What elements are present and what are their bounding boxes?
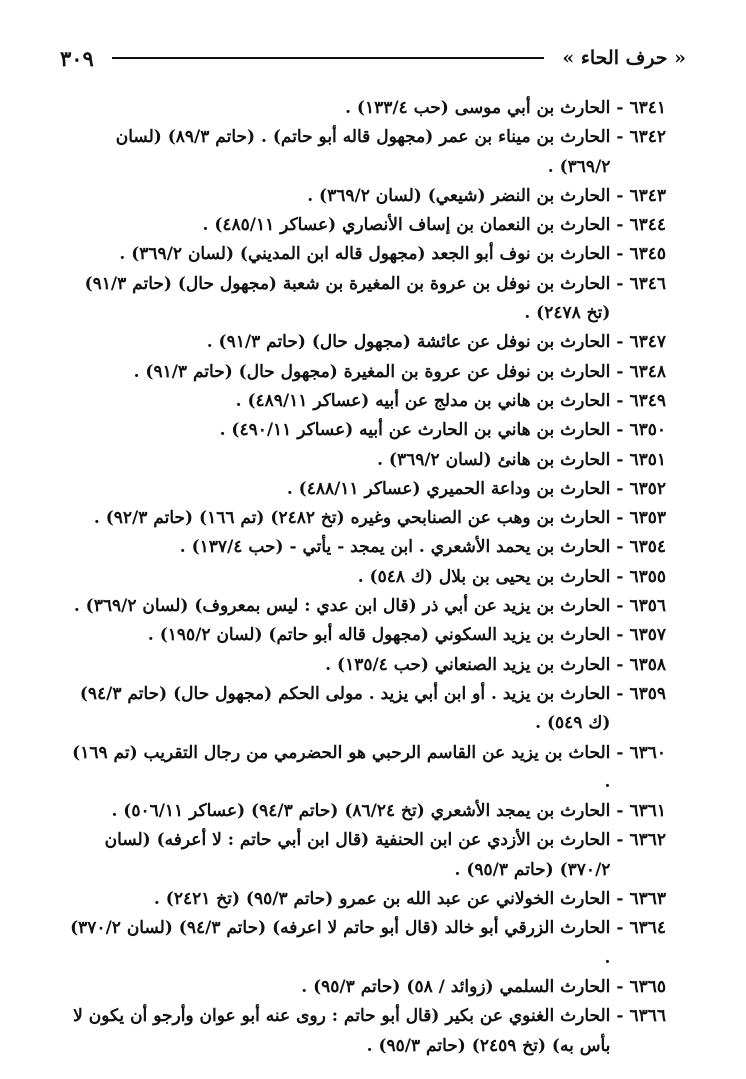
entry-row — [66, 739, 666, 798]
entry-row — [66, 592, 666, 621]
entry-dash: - — [616, 976, 624, 997]
entry-text: الحارث الخولاني عن عبد الله بن عمرو (حاتم ٩٥/٣) (تخ ٢٤٢١) . — [153, 889, 611, 910]
entry-text: الحارث بن هاني بن الحارث عن أبيه (عساكر ٤٩٠/١١) . — [219, 420, 611, 441]
entry-row — [66, 446, 666, 475]
entry-dash: - — [616, 185, 624, 206]
entry-dash: - — [616, 390, 624, 411]
entry-number: ٦٣٦٤ — [629, 918, 666, 939]
entry-dash: - — [616, 566, 624, 587]
entry-dash: - — [616, 801, 624, 822]
entry-text: الحارث بن يمجد الأشعري (تخ ٨٦/٢٤) (حاتم ٩٤/٣) (عساكر ٥٠٦/١١) . — [111, 801, 611, 822]
entry-row — [66, 885, 666, 914]
entry-row — [66, 358, 666, 387]
entry-row — [66, 651, 666, 680]
entry-row — [66, 973, 666, 1002]
entry-text: الحارث بن النضر (شيعي) (لسان ٣٦٩/٢) . — [307, 185, 611, 206]
entry-dash: - — [616, 1006, 624, 1027]
entry-dash: - — [616, 215, 624, 236]
entry-row — [66, 387, 666, 416]
entry-text: الحارث بن نوفل عن عروة بن المغيرة (مجهول حال) (حاتم ٩١/٣) . — [133, 361, 611, 382]
entry-dash: - — [616, 830, 624, 851]
section-title: « حرف الحاء » — [562, 47, 686, 69]
entry-text: الحارث بن نوفل عن عائشة (مجهول حال) (حاتم ٩١/٣) . — [206, 332, 611, 353]
entry-dash: - — [616, 537, 624, 558]
entry-number: ٦٣٦٦ — [629, 1006, 666, 1027]
entry-dash: - — [616, 508, 624, 529]
entry-row — [66, 240, 666, 269]
entry-text: الحارث بن وهب عن الصنابحي وغيره (تخ ٢٤٨٢) (تم ١٦٦) (حاتم ٩٢/٣) . — [93, 508, 611, 529]
entry-number: ٦٣٥٩ — [629, 683, 666, 704]
entry-text: الحارث بن هانئ (لسان ٣٦٩/٢) . — [377, 449, 611, 470]
entry-number: ٦٣٥٥ — [629, 566, 666, 587]
entry-number: ٦٣٦٠ — [629, 742, 666, 763]
entry-row — [66, 475, 666, 504]
entry-dash: - — [616, 449, 624, 470]
entry-number: ٦٣٥٣ — [629, 508, 666, 529]
entry-dash: - — [616, 596, 624, 617]
entry-text: الحارث بن يحمد الأشعري . ابن يمجد - يأتي - (حب ١٣٧/٤) . — [179, 537, 611, 558]
entry-row — [66, 328, 666, 357]
entry-text: الحارث بن أبي موسى (حب ١٣٣/٤) . — [345, 98, 611, 118]
entry-row — [66, 563, 666, 592]
entry-dash: - — [616, 420, 624, 441]
entry-text: الحارث بن ميناء بن عمر (مجهول قاله أبو حاتم) . (حاتم ٨٩/٣) (لسان ٣٦٩/٢) . — [115, 127, 611, 177]
entry-number: ٦٣٤٥ — [629, 244, 666, 265]
entry-number: ٦٣٥٠ — [629, 420, 666, 441]
entry-row — [66, 211, 666, 240]
entry-text: الحارث بن نوفل بن عروة بن المغيرة بن شعبة (مجهول حال) (حاتم ٩١/٣) (تخ ٢٤٧٨) . — [84, 273, 611, 324]
entry-text: الحارث بن يزيد السكوني (مجهول قاله أبو حاتم) (لسان ١٩٥/٢) . — [147, 625, 611, 646]
entry-dash: - — [616, 332, 624, 353]
entry-text: الحارث الزرقي أبو خالد (قال أبو حاتم لا اعرفه) (حاتم ٩٤/٣) (لسان ٣٧٠/٢) . — [70, 918, 611, 968]
entry-row — [66, 680, 666, 739]
entry-row — [66, 621, 666, 650]
entry-row — [66, 270, 666, 329]
entry-text: الحارث بن يحيى بن بلال (ك ٥٤٨) . — [357, 566, 611, 587]
entry-row — [66, 826, 666, 885]
entry-row — [66, 914, 666, 973]
entry-number: ٦٣٤٣ — [629, 185, 666, 206]
entry-row — [66, 123, 666, 182]
entry-number: ٦٣٥٢ — [629, 478, 666, 499]
entry-row — [66, 1002, 666, 1061]
entry-dash: - — [616, 625, 624, 646]
entry-number: ٦٣٤٩ — [629, 390, 666, 411]
page-header — [60, 40, 686, 76]
entry-number: ٦٣٥١ — [629, 449, 666, 470]
entry-text: الحارث بن يزيد . أو ابن أبي يزيد . مولى الحكم (مجهول حال) (حاتم ٩٤/٣) (ك ٥٤٩) . — [79, 683, 611, 734]
entry-dash: - — [616, 683, 624, 704]
entry-dash: - — [616, 244, 624, 265]
entry-text: الحارث بن نوف أبو الجعد (مجهول قاله ابن المديني) (لسان ٣٦٩/٢) . — [119, 244, 611, 265]
entry-text: الحارث بن هاني بن مدلج عن أبيه (عساكر ٤٨٩/١١) . — [235, 390, 611, 411]
entry-row — [66, 182, 666, 211]
entry-dash: - — [616, 654, 624, 675]
entry-number: ٦٣٤٧ — [629, 332, 666, 353]
entry-text: الحارث بن يزيد الصنعاني (حب ١٣٥/٤) . — [325, 654, 611, 675]
entry-dash: - — [616, 889, 624, 910]
entry-number: ٦٣٥٧ — [629, 625, 666, 646]
entry-text: الحارث بن وداعة الحميري (عساكر ٤٨٨/١١) . — [286, 478, 611, 499]
entry-number: ٦٣٤٤ — [629, 215, 666, 236]
entry-row — [66, 416, 666, 445]
page-number: ٣٠٩ — [60, 45, 94, 71]
entry-number: ٦٣٥٦ — [629, 596, 666, 617]
entry-text: الحارث الغنوي عن بكير (قال أبو حاتم : روى عنه أبو عوان وأرجو أن يكون لا بأس به) (تخ ٢٤٥٩) (حاتم ٩٥/٣) . — [73, 1006, 611, 1056]
entry-dash: - — [616, 361, 624, 382]
entry-text: الحارث بن النعمان بن إساف الأنصاري (عساكر ٤٨٥/١١) . — [202, 215, 611, 236]
entry-dash: - — [616, 127, 624, 148]
entry-row — [66, 504, 666, 533]
entry-number: ٦٣٥٨ — [629, 654, 666, 675]
entry-number: ٦٣٦٣ — [629, 889, 666, 910]
entry-text: الحارث السلمي (زوائد / ٥٨) (حاتم ٩٥/٣) . — [301, 976, 611, 997]
entry-text: الحارث بن الأزدي عن ابن الحنفية (قال ابن أبي حاتم : لا أعرفه) (لسان ٣٧٠/٢) (حاتم ٩٥/٣) . — [104, 830, 611, 880]
entry-number: ٦٣٤٦ — [629, 273, 666, 294]
entry-dash: - — [616, 98, 624, 118]
entry-number: ٦٣٤١ — [629, 98, 666, 118]
entry-dash: - — [616, 273, 624, 294]
entry-number: ٦٣٤٢ — [629, 127, 666, 148]
entry-text: الحاث بن يزيد عن القاسم الرحبي هو الحضرمي من رجال التقريب (تم ١٦٩) . — [72, 742, 611, 792]
entry-number: ٦٣٤٨ — [629, 361, 666, 382]
entry-row — [66, 797, 666, 826]
entry-list — [66, 94, 666, 1061]
entry-dash: - — [616, 918, 624, 939]
entry-row — [66, 533, 666, 562]
entry-number: ٦٣٦٢ — [629, 830, 666, 851]
header-rule — [112, 57, 545, 59]
entry-text: الحارث بن يزيد عن أبي ذر (قال ابن عدي : ليس بمعروف) (لسان ٣٦٩/٢) . — [73, 596, 611, 617]
entry-number: ٦٣٦٥ — [629, 976, 666, 997]
entry-number: ٦٣٦١ — [629, 801, 666, 822]
entry-number: ٦٣٥٤ — [629, 537, 666, 558]
entry-dash: - — [616, 478, 624, 499]
entry-dash: - — [616, 742, 624, 763]
entry-row — [66, 94, 666, 123]
